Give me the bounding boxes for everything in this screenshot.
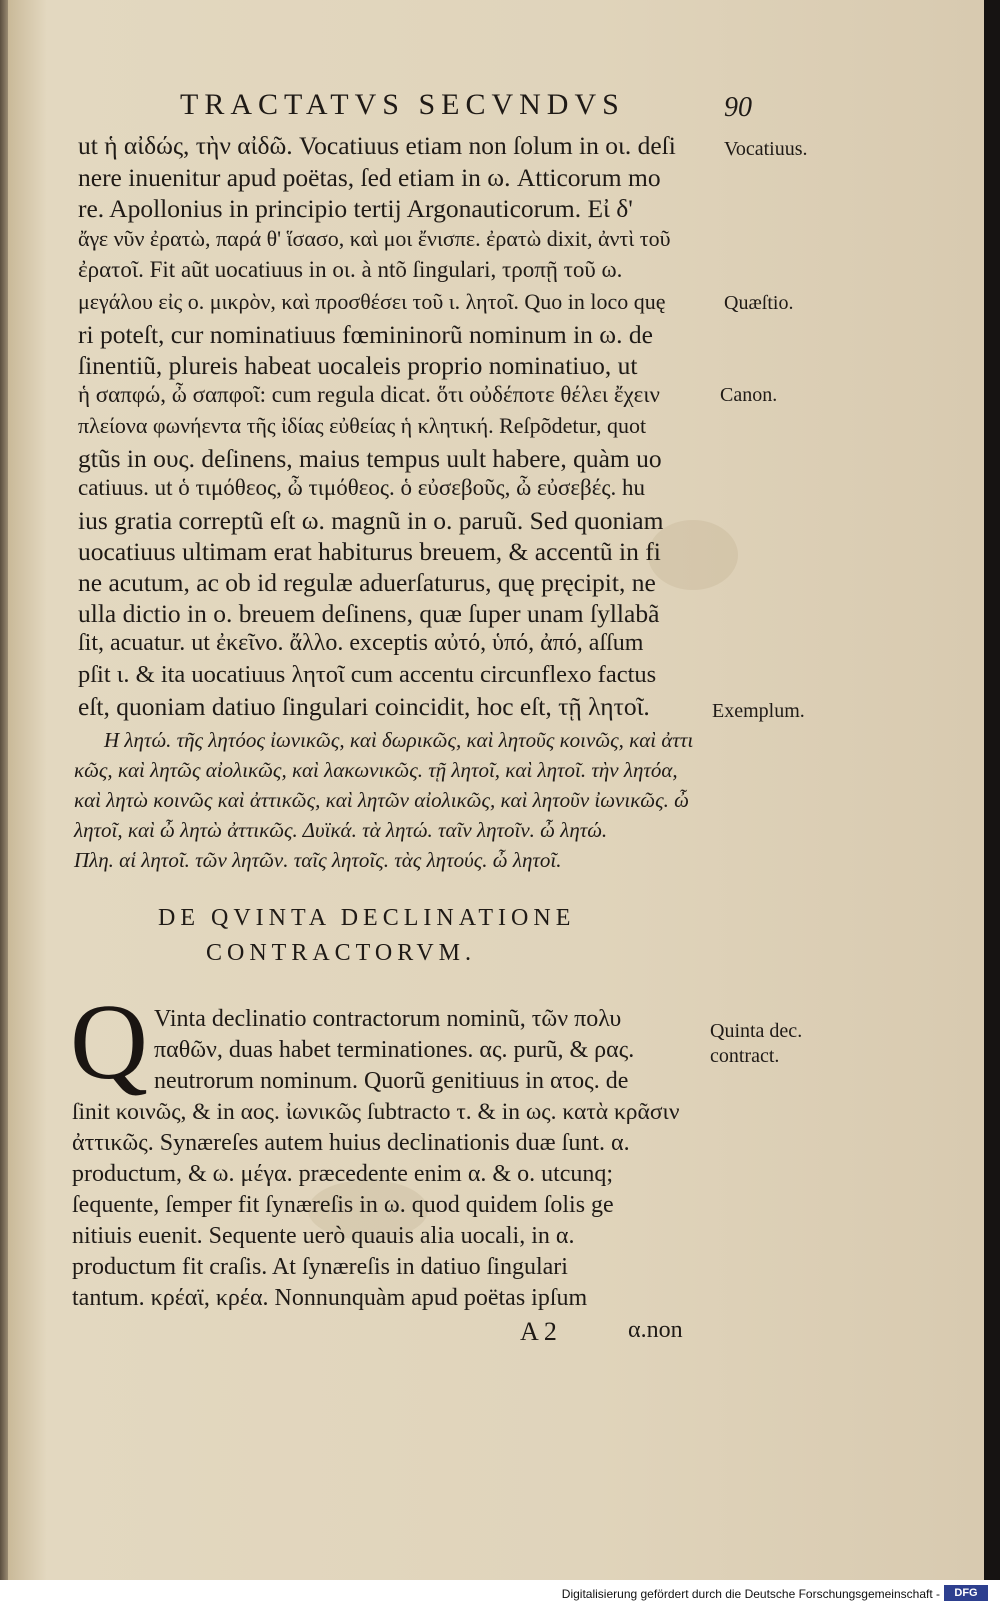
body-line: ne acutum, ac ob id regulæ aduerſaturus, quę pręcipit, ne (78, 568, 656, 597)
margin-note-exemplum: Exemplum. (712, 700, 805, 722)
body-line: ἐρατοῖ. Fit aũt uocatiuus in οι. à ntõ ſingulari, τροπῇ τοῦ ω. (78, 257, 623, 282)
body-line: uocatiuus ultimam erat habiturus breuem, & accentũ in fi (78, 537, 661, 566)
section-line: productum, & ω. μέγα. præcedente enim α. & ο. utcunq; (72, 1161, 614, 1187)
paradigm-line: λητοῖ, καὶ ὦ λητὼ ἀττικῶς. Δυϊκά. τὰ λητώ. ταῖν λητοῖν. ὦ λητώ. (74, 818, 608, 842)
section-heading-line2: CONTRACTORVM. (206, 940, 476, 966)
body-line: gtũs in ους. deſinens, maius tempus uult habere, quàm uo (78, 444, 662, 473)
running-title: TRACTATVS SECVNDVS (180, 88, 625, 121)
body-line: ἡ σαπφώ, ὦ σαπφοῖ: cum regula dicat. ὅτι οὐδέποτε θέλει ἔχειν (78, 382, 660, 407)
section-line: ſinit κοινῶς, & in αος. ἰωνικῶς ſubtracto τ. & in ως. κατὰ κρᾶσιν (72, 1099, 680, 1125)
body-line: ius gratia correptũ eſt ω. magnũ in ο. paruũ. Sed quoniam (78, 506, 664, 535)
paradigm-line: Η λητώ. τῆς λητόος ἰωνικῶς, καὶ δωρικῶς, καὶ λητοῦς κοινῶς, καὶ ἀττι (104, 728, 694, 752)
footer-credit: Digitalisierung gefördert durch die Deutsche Forschungsgemeinschaft - (561, 1587, 940, 1601)
body-line: πλείονα φωνήεντα τῆς ἰδίας εὐθείας ἡ κλητική. Reſpõdetur, quot (78, 413, 647, 438)
section-line: ſequente, ſemper fit ſynæreſis in ω. quod quidem ſolis ge (72, 1192, 614, 1218)
dfg-logo: DFG (944, 1585, 988, 1601)
catchword: α.non (628, 1317, 683, 1343)
initial-letter: Q (70, 983, 148, 1102)
paradigm-line: καὶ λητὼ κοινῶς καὶ ἀττικῶς, καὶ λητῶν αἰολικῶς, καὶ λητοῦν ἰωνικῶς. ὦ (74, 788, 689, 812)
body-line: ulla dictio in ο. breuem deſinens, quæ ſuper unam ſyllabã (78, 599, 660, 628)
margin-note-contract: contract. (710, 1045, 780, 1067)
section-line: nitiuis euenit. Sequente uerò quauis alia uocali, in α. (72, 1223, 575, 1249)
section-line: neutrorum nominum. Quorũ genitiuus in ατος. de (154, 1068, 629, 1094)
body-line: catiuus. ut ὁ τιμόθεος, ὦ τιμόθεος. ὁ εὐσεβοῦς, ὦ εὐσεβές. hu (78, 475, 646, 500)
section-line: Vinta declinatio contractorum nominũ, τῶν πολυ (154, 1006, 622, 1032)
signature-mark: A 2 (520, 1317, 557, 1346)
body-line: ἄγε νῦν ἐρατὼ, παρά θ' ἵσασο, καὶ μοι ἔνισπε. ἐρατὼ dixit, ἀντὶ τοῦ (78, 226, 671, 251)
section-line: ἀττικῶς. Synæreſes autem huius declinationis duæ ſunt. α. (72, 1130, 630, 1156)
margin-note-vocatiuus: Vocatiuus. (724, 138, 808, 160)
margin-note-quaestio: Quæſtio. (724, 292, 794, 314)
section-line: παθῶν, duas habet terminationes. ας. purũ, & ρας. (154, 1037, 635, 1063)
body-line: ſinentiũ, plureis habeat uocaleis proprio nominatiuo, ut (78, 351, 638, 380)
section-heading-line1: DE QVINTA DECLINATIONE (158, 905, 576, 931)
body-line: μεγάλου εἰς ο. μικρὸν, καὶ προσθέσει τοῦ ι. λητοῖ. Quo in loco quę (78, 289, 666, 314)
margin-note-quinta: Quinta dec. (710, 1020, 803, 1042)
body-line: ut ἡ αἰδώς, τὴν αἰδῶ. Vocatiuus etiam non ſolum in οι. deſi (78, 131, 676, 160)
paradigm-line: κῶς, καὶ λητῶς αἰολικῶς, καὶ λακωνικῶς. τῇ λητοῖ, καὶ λητοῖ. τὴν λητόα, (74, 758, 678, 782)
body-line: re. Apollonius in principio tertij Argonauticorum. Εἰ δ' (78, 194, 633, 223)
folio-number: 90 (724, 92, 752, 123)
margin-note-canon: Canon. (720, 384, 778, 406)
body-line: eſt, quoniam datiuo ſingulari coincidit, hoc eſt, τῇ λητοῖ. (78, 692, 650, 721)
section-line: productum fit craſis. At ſynæreſis in datiuo ſingulari (72, 1254, 568, 1280)
paradigm-line: Πλη. αἱ λητοῖ. τῶν λητῶν. ταῖς λητοῖς. τὰς λητούς. ὦ λητοῖ. (74, 848, 562, 872)
page-gutter-shadow (0, 0, 8, 1580)
body-line: ri poteſt, cur nominatiuus fœmininorũ nominum in ω. de (78, 320, 653, 349)
body-line: nere inuenitur apud poëtas, ſed etiam in ω. Atticorum mo (78, 163, 661, 192)
body-line: pſit ι. & ita uocatiuus λητοῖ cum accentu circunflexo factus (78, 661, 657, 688)
section-line: tantum. κρέαϊ, κρέα. Nonnunquàm apud poëtas ipſum (72, 1285, 588, 1311)
body-line: ſit, acuatur. ut ἐκεῖνο. ἄλλο. exceptis αὐτό, ὑπό, ἀπό, aſſum (78, 630, 644, 656)
